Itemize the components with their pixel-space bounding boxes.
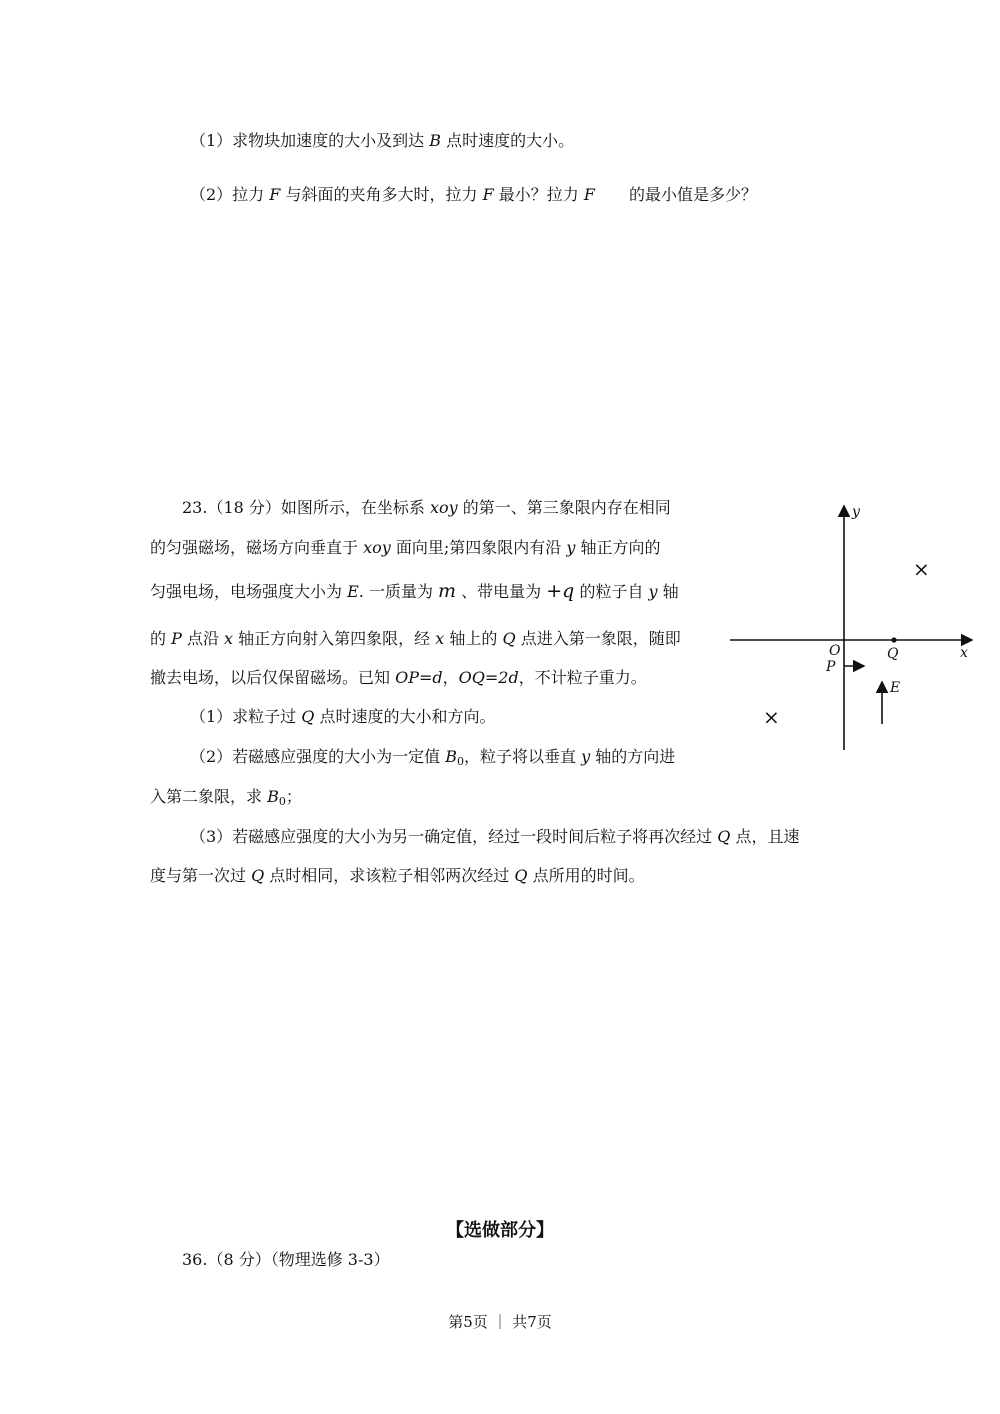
q23-sub3-line2: 度与第一次过 Q 点时相同，求该粒子相邻两次经过 Q 点所用的时间。 — [150, 866, 645, 885]
q22-part2: （2）拉力 F 与斜面的夹角多大时，拉力 F 最小？拉力 F 的最小值是多少？ — [190, 185, 757, 204]
q23-line4: 的 P 点沿 x 轴正方向射入第四象限，经 x 轴上的 Q 点进入第一象限，随即 — [150, 629, 681, 648]
y-axis-label: y — [852, 504, 860, 520]
q23-sub3-line1: （3）若磁感应强度的大小为另一确定值，经过一段时间后粒子将再次经过 Q 点，且速 — [190, 827, 800, 846]
q23-sub1: （1）求粒子过 Q 点时速度的大小和方向。 — [190, 707, 496, 726]
magnetic-field-cross-q3: × — [763, 705, 780, 729]
q23-sub2-line1: （2）若磁感应强度的大小为一定值 $B_0$，粒子将以垂直 y 轴的方向进 — [190, 747, 676, 768]
q23-sub2-line2: 入第二象限，求 $B_0$； — [150, 787, 302, 808]
optional-section-heading: 【选做部分】 — [446, 1220, 554, 1241]
x-axis-label: x — [960, 645, 968, 661]
q23-line2: 的匀强磁场，磁场方向垂直于 xoy 面向里;第四象限内有沿 y 轴正方向的 — [150, 538, 661, 557]
origin-label: O — [829, 643, 841, 659]
q23-line1: 23.（18 分）如图所示，在坐标系 xoy 的第一、第三象限内存在相同 — [182, 498, 671, 517]
point-q-dot — [891, 637, 896, 642]
coordinate-diagram — [726, 498, 976, 754]
point-q-label: Q — [887, 646, 899, 662]
point-p-label: P — [826, 659, 836, 675]
q22-part1: （1）求物块加速度的大小及到达 B 点时速度的大小。 — [190, 131, 575, 150]
field-e-label: E — [890, 680, 901, 696]
q36-title: 36.（8 分）（物理选修 3-3） — [182, 1250, 390, 1269]
q23-line3: 匀强电场，电场强度大小为 E. 一质量为 m 、带电量为 +q 的粒子自 y 轴 — [150, 580, 679, 602]
q23-line5: 撤去电场，以后仅保留磁场。已知 OP=d，OQ=2d，不计粒子重力。 — [150, 668, 647, 687]
page-footer: 第5页 ｜ 共7页 — [448, 1313, 552, 1331]
magnetic-field-cross-q1: × — [913, 557, 930, 581]
